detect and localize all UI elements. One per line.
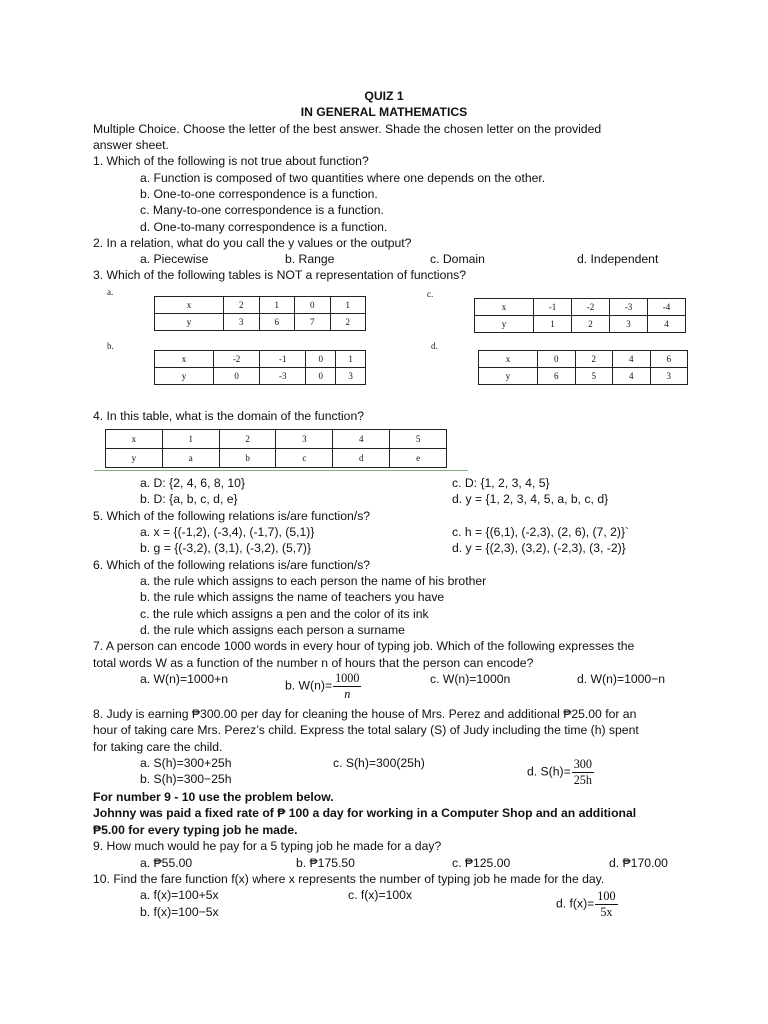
table-row: [479, 368, 688, 385]
q6-stem: 6. Which of the following relations is/are function/s?: [93, 558, 371, 572]
table-cell: -3: [260, 368, 306, 385]
table-cell: x: [475, 299, 534, 316]
q3-table-d: [478, 350, 688, 385]
q5-option-c: c. h = {(6,1), (-2,3), (2, 6), (7, 2)}`: [452, 525, 630, 539]
q2-stem: 2. In a relation, what do you call the y values or the output?: [93, 236, 412, 250]
q6-option-a: a. the rule which assigns to each person the name of his brother: [140, 574, 487, 588]
table-cell: x: [155, 351, 214, 368]
q10-option-b: b. f(x)=100−5x: [140, 905, 219, 919]
table-cell: 1: [336, 351, 366, 368]
q10-option-d: [556, 889, 618, 920]
q9-option-a: a. ₱55.00: [140, 856, 193, 870]
table-cell: 3: [276, 430, 333, 449]
q6-option-c: c. the rule which assigns a pen and the color of its ink: [140, 607, 429, 621]
table-row: [475, 316, 686, 333]
table-cell: 7: [295, 314, 331, 331]
table-cell: 3: [224, 314, 260, 331]
table-cell: x: [479, 351, 538, 368]
fraction-denominator: 5x: [600, 905, 613, 919]
table-cell: -4: [648, 299, 686, 316]
fraction-numerator: 1000: [335, 671, 360, 685]
table-row: [155, 297, 366, 314]
table-cell: 1: [330, 297, 366, 314]
q3-stem: 3. Which of the following tables is NOT a representation of functions?: [93, 268, 467, 282]
table-cell: -1: [260, 351, 306, 368]
table-cell: 0: [214, 368, 260, 385]
q3-label-c: c.: [427, 289, 434, 299]
q1-option-b: b. One-to-one correspondence is a function.: [140, 187, 378, 201]
problem-line-2: Johnny was paid a fixed rate of ₱ 100 a day for working in a Computer Shop and an additional: [93, 806, 637, 820]
q7-option-b-fraction: [333, 671, 361, 702]
table-row: [155, 314, 366, 331]
q10-option-a: a. f(x)=100+5x: [140, 888, 219, 902]
table-cell: -2: [214, 351, 260, 368]
table-cell: x: [106, 430, 163, 449]
q7-option-b: [285, 671, 361, 702]
q1-option-c: c. Many-to-one correspondence is a function.: [140, 203, 384, 217]
q3-label-a: a.: [107, 287, 114, 297]
q3-label-d: d.: [431, 341, 438, 351]
table-cell: 4: [333, 430, 390, 449]
q9-option-b: b. ₱175.50: [296, 856, 355, 870]
table-cell: 0: [306, 368, 336, 385]
quiz-title: QUIZ 1: [364, 89, 404, 103]
q2-option-d: d. Independent: [577, 252, 659, 266]
table-cell: 2: [572, 316, 610, 333]
table-cell: 6: [259, 314, 295, 331]
quiz-subtitle: IN GENERAL MATHEMATICS: [300, 105, 468, 119]
q6-option-d: d. the rule which assigns each person a surname: [140, 623, 405, 637]
problem-intro: For number 9 - 10 use the problem below.: [93, 790, 334, 804]
q1-option-a: a. Function is composed of two quantities where one depends on the other.: [140, 171, 546, 185]
q8-option-a: a. S(h)=300+25h: [140, 756, 232, 770]
table-cell: -1: [534, 299, 572, 316]
table-cell: y: [155, 314, 224, 331]
q8-option-d: [527, 757, 594, 788]
table-cell: -2: [572, 299, 610, 316]
table-cell: a: [162, 449, 219, 468]
q5-option-a: a. x = {(-1,2), (-3,4), (-1,7), (5,1)}: [140, 525, 315, 539]
q3-table-a: [154, 296, 366, 331]
table-cell: 0: [538, 351, 576, 368]
q8-option-b: b. S(h)=300−25h: [140, 772, 232, 786]
q4-option-d: d. y = {1, 2, 3, 4, 5, a, b, c, d}: [452, 492, 609, 506]
q8-option-c: c. S(h)=300(25h): [333, 756, 425, 770]
table-cell: y: [106, 449, 163, 468]
q9-option-c: c. ₱125.00: [452, 856, 511, 870]
fraction-denominator: 25h: [573, 773, 592, 787]
table-cell: y: [475, 316, 534, 333]
table-row: [155, 368, 366, 385]
table-cell: 3: [650, 368, 688, 385]
table-cell: 4: [613, 351, 651, 368]
q2-option-b: b. Range: [285, 252, 335, 266]
table-cell: e: [390, 449, 447, 468]
q10-option-c: c. f(x)=100x: [348, 888, 413, 902]
q4-option-a: a. D: {2, 4, 6, 8, 10}: [140, 476, 246, 490]
q7-option-d: d. W(n)=1000−n: [577, 672, 666, 686]
q9-option-d: d. ₱170.00: [609, 856, 668, 870]
table-cell: 2: [575, 351, 613, 368]
q10-option-d-label: d. f(x)=: [556, 896, 595, 911]
q8-stem-line-1: 8. Judy is earning ₱300.00 per day for cleaning the house of Mrs. Perez and additional ₱25.00 for an: [93, 707, 637, 721]
q2-option-a: a. Piecewise: [140, 252, 209, 266]
q4-table: [105, 429, 447, 468]
table-cell: 5: [575, 368, 613, 385]
fraction-numerator: 300: [573, 757, 592, 771]
table-cell: d: [333, 449, 390, 468]
q7-option-b-label: b. W(n)=: [285, 678, 333, 693]
q8-stem-line-3: for taking care the child.: [93, 740, 223, 754]
q10-stem: 10. Find the fare function f(x) where x represents the number of typing job he made for the day.: [93, 872, 605, 886]
table-cell: 2: [219, 430, 276, 449]
table-cell: 3: [610, 316, 648, 333]
q7-stem-line-1: 7. A person can encode 1000 words in every hour of typing job. Which of the following expresses the: [93, 639, 635, 653]
table-cell: -3: [610, 299, 648, 316]
problem-line-3: ₱5.00 for every typing job he made.: [93, 823, 298, 837]
q3-table-b: [154, 350, 366, 385]
instructions-line-2: answer sheet.: [93, 138, 169, 152]
q8-stem-line-2: hour of taking care Mrs. Perez’s child. Express the total salary (S) of Judy including the time (h) spent: [93, 723, 639, 737]
table-cell: 2: [330, 314, 366, 331]
q7-option-c: c. W(n)=1000n: [430, 672, 511, 686]
table-cell: 4: [648, 316, 686, 333]
q4-stem: 4. In this table, what is the domain of the function?: [93, 409, 364, 423]
q8-option-d-label: d. S(h)=: [527, 764, 571, 779]
table-cell: 3: [336, 368, 366, 385]
table-cell: x: [155, 297, 224, 314]
table-cell: 6: [538, 368, 576, 385]
q5-option-b: b. g = {(-3,2), (3,1), (-3,2), (5,7)}: [140, 541, 312, 555]
table-cell: y: [479, 368, 538, 385]
q9-stem: 9. How much would he pay for a 5 typing job he made for a day?: [93, 839, 442, 853]
q2-option-c: c. Domain: [430, 252, 485, 266]
q5-option-d: d. y = {(2,3), (3,2), (-2,3), (3, -2)}: [452, 541, 626, 555]
table-cell: 5: [390, 430, 447, 449]
q3-label-b: b.: [107, 341, 114, 351]
table-row: [475, 299, 686, 316]
q1-option-d: d. One-to-many correspondence is a function.: [140, 220, 388, 234]
q7-stem-line-2: total words W as a function of the number n of hours that the person can encode?: [93, 656, 534, 670]
table-cell: 6: [650, 351, 688, 368]
table-cell: b: [219, 449, 276, 468]
table-row: [106, 449, 447, 468]
table-row: [106, 430, 447, 449]
table-cell: 0: [306, 351, 336, 368]
table-cell: c: [276, 449, 333, 468]
q1-stem: 1. Which of the following is not true about function?: [93, 154, 369, 168]
instructions-line-1: Multiple Choice. Choose the letter of the best answer. Shade the chosen letter on the provided: [93, 122, 602, 136]
q7-option-a: a. W(n)=1000+n: [140, 672, 229, 686]
q3-table-c: [474, 298, 686, 333]
table-cell: 1: [162, 430, 219, 449]
table-cell: 1: [259, 297, 295, 314]
q6-option-b: b. the rule which assigns the name of teachers you have: [140, 590, 445, 604]
q10-option-d-fraction: [595, 889, 617, 920]
divider-line: [94, 470, 468, 471]
table-row: [479, 351, 688, 368]
q8-option-d-fraction: [572, 757, 594, 788]
table-row: [155, 351, 366, 368]
table-cell: 0: [295, 297, 331, 314]
table-cell: 2: [224, 297, 260, 314]
fraction-numerator: 100: [597, 889, 616, 903]
fraction-denominator: n: [344, 687, 351, 701]
table-cell: 1: [534, 316, 572, 333]
q4-option-c: c. D: {1, 2, 3, 4, 5}: [452, 476, 550, 490]
q4-option-b: b. D: {a, b, c, d, e}: [140, 492, 238, 506]
table-cell: 4: [613, 368, 651, 385]
table-cell: y: [155, 368, 214, 385]
q5-stem: 5. Which of the following relations is/are function/s?: [93, 509, 371, 523]
